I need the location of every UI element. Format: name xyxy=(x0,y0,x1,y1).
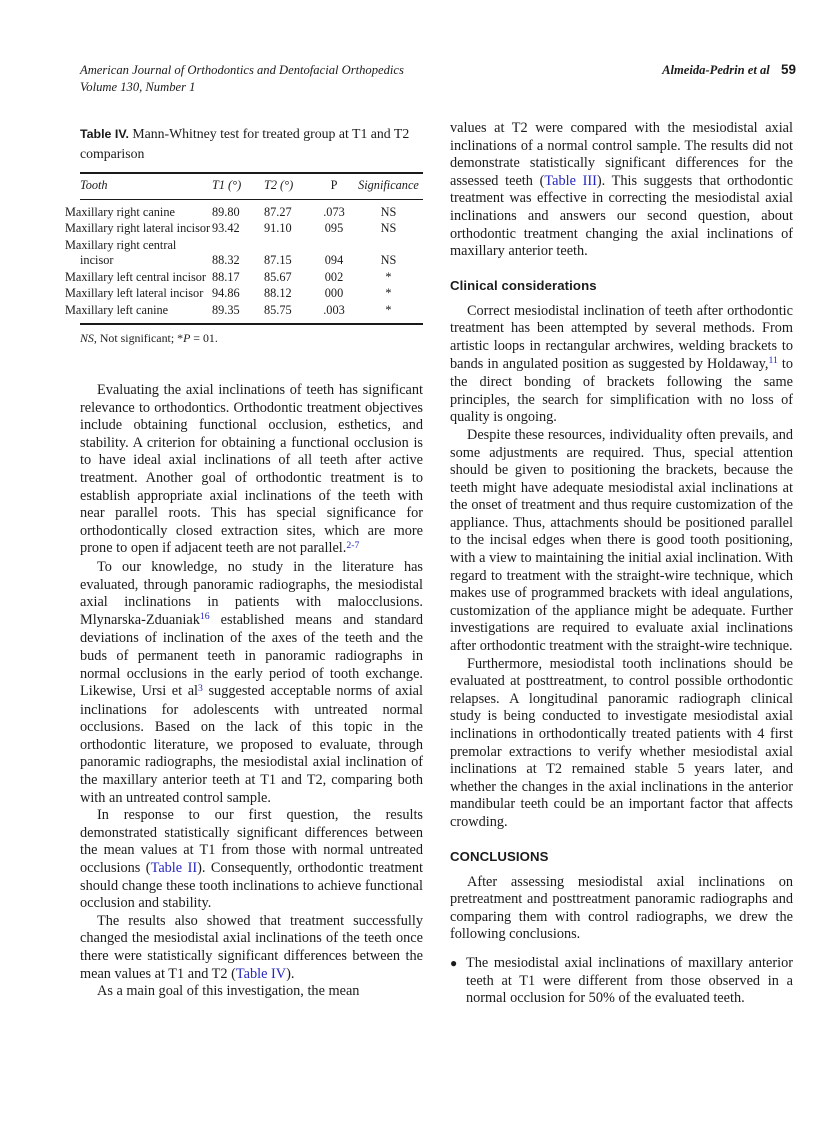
running-head xyxy=(80,62,796,95)
right-column xyxy=(450,120,793,1008)
p-cell: 000 xyxy=(324,286,344,300)
text-run: = 01. xyxy=(190,331,218,345)
journal-title: American Journal of Orthodontics and Dentofacial Orthopedics xyxy=(80,63,404,77)
table-iv xyxy=(65,172,423,325)
text-run: Furthermore, mesiodistal tooth inclinations should be evaluated at posttreatment, to control possible orthodontic relapses. A longitudinal panoramic radiograph clinical study is being conducted to investigate mesiodistal axial inclinations in orthodontically treated patients with 4 first premolar extractions to verify whether mesiodistal axial inclinations at T2 remained stable 5 years later, and whether the changes in the axial inclinations in the anterior mandibular teeth could be an important factor that affects crowding. xyxy=(450,655,793,830)
significance-cell: * xyxy=(385,269,392,284)
citation-ref[interactable]: 16 xyxy=(199,611,210,623)
paragraph xyxy=(450,656,793,832)
col-header-t1: T1 (°) xyxy=(212,173,264,199)
text-run: NS xyxy=(80,331,94,345)
page-number: 59 xyxy=(780,62,796,77)
paragraph xyxy=(450,120,793,261)
citation-ref[interactable]: 2-7 xyxy=(346,539,360,551)
col-header-p: P xyxy=(314,173,354,199)
table-row xyxy=(80,269,423,286)
table-iv-caption xyxy=(80,124,423,163)
t2-cell: 87.27 xyxy=(264,204,292,219)
significance-cell: NS xyxy=(380,204,397,219)
paragraph xyxy=(450,303,793,427)
paragraph xyxy=(80,382,423,559)
author-page-block xyxy=(662,62,796,79)
significance-cell: * xyxy=(385,286,392,300)
conclusion-bullet-item xyxy=(450,955,793,1008)
left-column xyxy=(65,120,423,1008)
text-run: values at T2 were compared with the mesiodistal axial inclinations of a normal control sample. The results did not demonstrate statistically significant differences for the assessed teeth ( xyxy=(450,120,793,189)
text-run: ). xyxy=(286,965,295,982)
t2-cell: 85.75 xyxy=(264,302,292,317)
p-cell: 002 xyxy=(324,269,344,284)
p-cell: 095 xyxy=(324,221,344,235)
t1-cell: 94.86 xyxy=(212,286,240,300)
t1-cell: 89.80 xyxy=(212,204,240,219)
p-cell: .073 xyxy=(323,204,345,219)
section-heading-clinical-considerations: Clinical considerations xyxy=(450,277,597,293)
table-iv-title: Mann-Whitney test for treated group at T1 and T2 comparison xyxy=(80,126,410,161)
t2-cell: 88.12 xyxy=(264,286,292,300)
text-run: The results also showed that treatment successfully changed the mesiodistal axial inclinations of the teeth once there were statistically significant differences between the mean values at T1 and T2 ( xyxy=(80,912,423,982)
paragraph xyxy=(450,874,793,944)
t1-cell: 89.35 xyxy=(212,302,240,317)
col-header-t2: T2 (°) xyxy=(264,173,314,199)
journal-volume: Volume 130, Number 1 xyxy=(80,79,196,94)
significance-cell: NS xyxy=(380,253,397,267)
text-run: After assessing mesiodistal axial inclinations on pretreatment and posttreatment panoramic radiographs and comparing them with control radiographs, we drew the following conclusions. xyxy=(450,873,793,943)
text-run: ). Consequently, orthodontic treatment should change these tooth inclinations to achieve functional occlusion and stability. xyxy=(80,860,423,912)
text-run: to the direct bonding of brackets following the same principles, the search for simplification with no loss of quality is ongoing. xyxy=(450,355,793,426)
text-run: The mesiodistal axial inclinations of maxillary anterior teeth at T1 were different from those observed in a normal occlusion for 50% of the evaluated teeth. xyxy=(466,954,793,1007)
table-iv-label: Table IV. xyxy=(80,127,129,141)
paragraph xyxy=(80,559,423,807)
text-run: suggested acceptable norms of axial inclinations for adolescents with untreated normal occlusions. Based on the lack of this topic in the orthodontic literature, we proposed to evaluate, through panoramic radiographs, the mesiodistal axial inclination of the maxillary anterior teeth at T1 and T2, comparing both with an untreated control sample. xyxy=(80,683,423,806)
t1-cell: 93.42 xyxy=(212,221,240,235)
text-run: ). This suggests that orthodontic treatment was effective in correcting the mesiodistal axial inclinations and answers our second question, about orthodontic treatment changing the axial inclinations of maxillary anterior teeth. xyxy=(450,172,793,260)
paragraph xyxy=(80,983,423,1001)
significance-cell: * xyxy=(385,302,392,317)
t2-cell: 87.15 xyxy=(264,253,292,267)
tooth-cell: Maxillary left canine xyxy=(65,302,169,317)
p-cell: 094 xyxy=(324,253,344,267)
tooth-cell: Maxillary left lateral incisor xyxy=(65,286,204,300)
table-crossref-link[interactable]: Table IV xyxy=(235,965,287,982)
paragraph xyxy=(80,807,423,913)
tooth-cell: Maxillary right canine xyxy=(65,204,175,219)
paragraph xyxy=(450,427,793,656)
two-column-body xyxy=(65,120,793,1008)
journal-title-block xyxy=(80,62,404,95)
tooth-cell: Maxillary right central incisor xyxy=(65,237,177,267)
text-run: , Not significant; * xyxy=(93,331,184,345)
table-footnote xyxy=(80,331,423,346)
t2-cell: 85.67 xyxy=(264,269,292,284)
section-heading-conclusions: CONCLUSIONS xyxy=(450,848,549,864)
table-crossref-link[interactable]: Table II xyxy=(150,860,198,877)
text-run: P xyxy=(183,331,191,345)
table-row xyxy=(80,237,423,269)
t1-cell: 88.32 xyxy=(212,253,240,267)
text-run: Evaluating the axial inclinations of teeth has significant relevance to orthodontics. Orthodontic treatment objectives include obtaining functional occlusion, esthetics, and stability. A criterion for obtaining a functional occlusion is to have ideal axial inclinations of all teeth after active treatment. Another goal of orthodontic treatment is to establish appropriate axial inclinations of the teeth with near parallel roots. This has special significance for orthodontically closed extraction sites, which are more prone to open if adjacent teeth are not parallel. xyxy=(80,382,423,557)
bullet-icon: ● xyxy=(450,955,458,970)
col-header-tooth: Tooth xyxy=(80,173,212,199)
significance-cell: NS xyxy=(380,221,397,235)
tooth-cell: Maxillary right lateral incisor xyxy=(65,221,211,235)
conclusion-bullet-text xyxy=(466,955,793,1008)
text-run: In response to our first question, the results demonstrated statistically significant differences between the mean values at T1 from those with normal untreated occlusions ( xyxy=(80,807,423,877)
table-row xyxy=(80,199,423,221)
t1-cell: 88.17 xyxy=(212,269,240,284)
running-authors: Almeida-Pedrin et al xyxy=(662,63,770,77)
col-header-significance: Significance xyxy=(354,173,423,199)
table-row xyxy=(80,286,423,303)
citation-ref[interactable]: 3 xyxy=(198,682,203,694)
table-crossref-link[interactable]: Table III xyxy=(544,172,597,189)
table-row xyxy=(80,302,423,324)
tooth-cell: Maxillary left central incisor xyxy=(65,269,207,284)
text-run: As a main goal of this investigation, the mean xyxy=(97,983,360,1000)
paragraph xyxy=(80,913,423,983)
t2-cell: 91.10 xyxy=(264,221,292,235)
text-run: Correct mesiodistal inclination of teeth after orthodontic treatment has been attempted by several methods. From artistic loops in rectangular archwires, welding brackets to bands in angulated position as suggested by Holdaway, xyxy=(450,302,793,372)
table-row xyxy=(80,221,423,238)
citation-ref[interactable]: 11 xyxy=(768,355,778,367)
text-run: established means and standard deviations of inclination of the axes of the teeth and the buds of permanent teeth in panoramic radiographs in normal occlusions in the early period of tooth exchange. Likewise, Ursi et al xyxy=(80,611,423,700)
table-header-row xyxy=(80,173,423,199)
table-iv-block xyxy=(65,124,423,346)
p-cell: .003 xyxy=(323,302,345,317)
text-run: To our knowledge, no study in the literature has evaluated, through panoramic radiographs, the mesiodistal axial inclinations in patients with malocclusions. Mlynarska-Zduaniak xyxy=(80,558,423,628)
text-run: Despite these resources, individuality often prevails, and some adjustments are required. Thus, special attention should be given to positioning the brackets, because the teeth might have adequate mesiodistal axial inclinations at the onset of treatment and thus require customization of the appliance. Thus, attachments should be positioned parallel to the incisal edges when there is good tooth positioning, with a view to maintaining the initial axial inclination. With regard to treatment with the straight-wire technique, which makes use of programmed brackets with ideal angulations, customization of the appliance might be adequate. Further investigations are required to evaluate axial inclinations after orthodontic treatment with the straight-wire technique. xyxy=(450,426,793,655)
